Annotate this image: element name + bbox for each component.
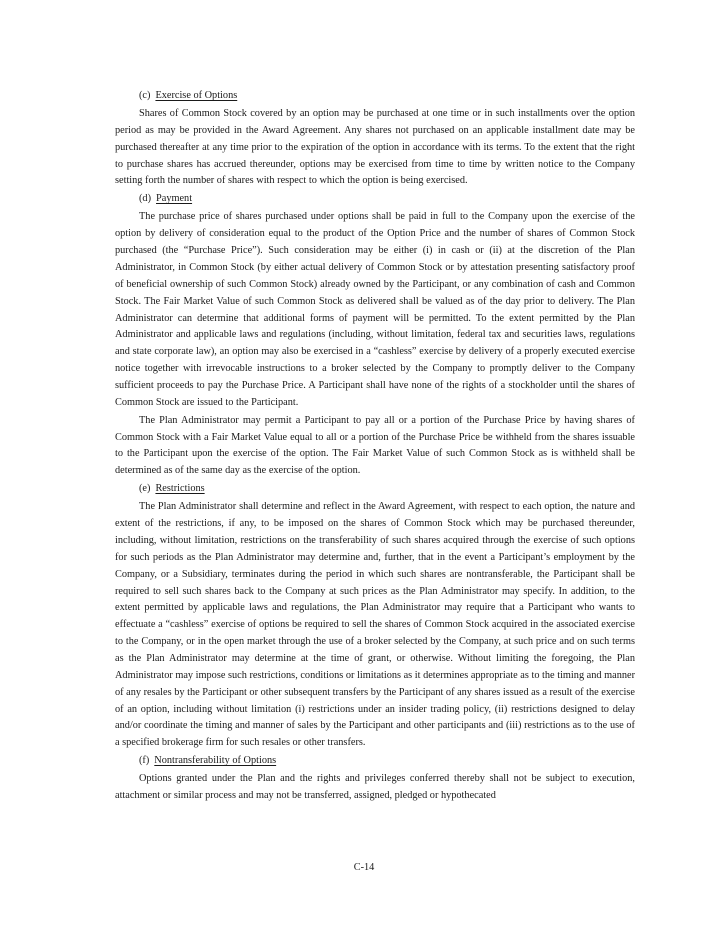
section-title: Exercise of Options: [155, 90, 238, 101]
section-number: (d): [139, 193, 152, 205]
page-number: C-14: [353, 862, 375, 873]
document-page: [115, 88, 635, 806]
section-number: (e): [139, 483, 151, 495]
section-heading-c: [115, 88, 635, 105]
section-title: Nontransferability of Options: [154, 755, 277, 767]
section-title: Restrictions: [155, 483, 205, 495]
paragraph-payment-2: The Plan Administrator may permit a Participant to pay all or a portion of the Purchase Price by having shares of Common Stock with a Fair Market Value equal to all or a portion of the Purchase Price be withheld from the shares issuable to the Participant upon the exercise of the option. The Fair Market Value of such Common Stock as is withheld shall be determined as of the same day as the exercise of the option.: [115, 414, 635, 477]
paragraph-restrictions: The Plan Administrator shall determine and reflect in the Award Agreement, with respect to each option, the nature and extent of the restrictions, if any, to be imposed on the shares of Common Stock which may be purchased thereunder, including, without limitation, restrictions on the transferability of such shares acquired through the exercise of such options for such periods as the Plan Administrator may determine and, further, that in the event a Participant’s employment by the Company, or a Subsidiary, terminates during the period in which such shares are nontransferable, the Participant shall be required to sell such shares back to the Company at such prices as the Plan Administrator may specify. In addition, to the extent permitted by applicable laws and regulations, the Plan Administrator may require that a Participant who wants to effectuate a “cashless” exercise of options be required to sell the shares of Common Stock acquired in the associated exercise to the Company, or in the open market through the use of a broker selected by the Company, at such price and on such terms as the Plan Administrator may determine at the time of grant, or otherwise. Without limiting the foregoing, the Plan Administrator may impose such restrictions, conditions or limitations as it determines appropriate as to the timing and manner of any resales by the Participant or other subsequent transfers by the Participant of any shares issued as a result of the exercise of an option, including without limitation (i) restrictions under an insider trading policy, (ii) restrictions designed to delay and/or coordinate the timing and manner of sales by the Participant and other participants and (iii) restrictions as to the use of a specified brokerage firm for such resales or other transfers.: [115, 501, 635, 749]
section-heading-d: [115, 191, 635, 208]
section-number: (c): [139, 90, 151, 101]
section-number: (f): [139, 755, 150, 767]
paragraph-exercise-of-options: Shares of Common Stock covered by an option may be purchased at one time or in such installments over the option period as may be provided in the Award Agreement. Any shares not purchased on an applicable installment date may be purchased thereafter at any time prior to the expiration of the option in accordance with its terms. To the extent that the right to purchase shares has accrued thereunder, options may be exercised from time to time by written notice to the Company setting forth the number of shares with respect to which the option is being exercised.: [115, 108, 635, 187]
paragraph-nontransferability: Options granted under the Plan and the rights and privileges conferred thereby shall not be subject to execution, attachment or similar process and may not be transferred, assigned, pledged or hypothecated: [115, 773, 635, 802]
section-heading-e: [115, 481, 635, 498]
paragraph-payment-1: The purchase price of shares purchased under options shall be paid in full to the Company upon the exercise of the option by delivery of consideration equal to the product of the Option Price and the number of shares of Common Stock purchased (the “Purchase Price”). Such consideration may be either (i) in cash or (ii) at the discretion of the Plan Administrator, in Common Stock (by either actual delivery of Common Stock or by attestation presenting satisfactory proof of beneficial ownership of such Common Stock) already owned by the Participant, or any combination of cash and Common Stock. The Fair Market Value of such Common Stock as delivered shall be valued as of the day prior to delivery. The Plan Administrator can determine that additional forms of payment will be permitted. To the extent permitted by the Plan Administrator and applicable laws and regulations (including, without limitation, federal tax and securities laws, regulations and state corporate law), an option may also be exercised in a “cashless” exercise by delivery of a properly executed exercise notice together with irrevocable instructions to a broker selected by the Company to promptly deliver to the Company sufficient proceeds to pay the Purchase Price. A Participant shall have none of the rights of a stockholder until the shares of Common Stock are issued to the Participant.: [115, 211, 635, 408]
section-heading-f: [115, 753, 635, 770]
section-title: Payment: [156, 193, 193, 205]
